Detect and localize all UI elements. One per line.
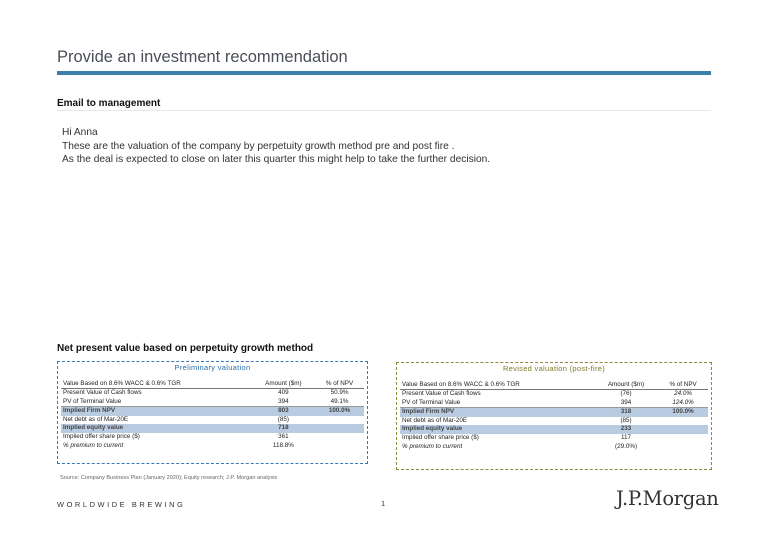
revised-valuation-panel [396,362,712,470]
section-divider [57,110,711,111]
table-row: Present Value of Cash flows (76) 24.0% [402,390,693,397]
table-row: Implied offer share price ($) 117 [402,433,632,441]
page-number: 1 [381,499,386,508]
table-row-highlight: Implied Firm NPV 318 100.0% [400,408,708,417]
table-row: Implied offer share price ($) 361 [63,432,289,440]
column-header: % of NPV [315,379,364,389]
npv-section-heading: Net present value based on perpetuity growth method [57,343,314,354]
preliminary-table [61,374,364,450]
table-row-highlight: Implied Firm NPV 803 100.0% [61,407,364,416]
table-row: Net debt as of Mar-20E (85) [63,415,289,423]
footer-brand: WORLDWIDE BREWING [57,500,186,509]
source-note: Source: Company Business Plan (January 2020); Equity research; J.P. Morgan analysis [60,475,278,481]
table-row: PV of Terminal Value 394 124.0% [400,399,708,408]
table-row-highlight: Implied equity value 233 [400,425,708,434]
table-row-highlight: Implied equity value 718 [61,424,364,433]
column-header: % of NPV [658,380,708,390]
column-header: Value Based on 8.6% WACC & 0.6% TGR [400,380,594,390]
table-row: % premium to current 118.8% [63,441,294,449]
column-header: Amount ($m) [252,379,315,389]
email-body [62,126,490,167]
column-header: Value Based on 8.6% WACC & 0.6% TGR [61,379,252,389]
table-row: Net debt as of Mar-20E (85) [402,416,632,424]
email-line: As the deal is expected to close on later this quarter this might help to take the further decision. [62,154,491,165]
email-line: These are the valuation of the company by perpetuity growth method pre and post fire . [62,140,455,152]
preliminary-valuation-panel [57,361,368,464]
column-header: Amount ($m) [594,380,658,390]
title-rule [57,71,711,75]
page-title: Provide an investment recommendation [57,48,348,66]
preliminary-title: Preliminary valuation [174,363,251,372]
email-section-heading: Email to management [57,98,161,109]
table-row: Present Value of Cash flows 409 50.9% [63,389,349,396]
jpmorgan-logo: J.P.Morgan [616,487,719,510]
table-row: PV of Terminal Value 394 49.1% [61,398,364,407]
email-line: Hi Anna [62,127,98,138]
table-row: % premium to current (29.0%) [402,442,638,450]
revised-title: Revised valuation (post-fire) [502,364,606,373]
revised-table [400,375,708,451]
